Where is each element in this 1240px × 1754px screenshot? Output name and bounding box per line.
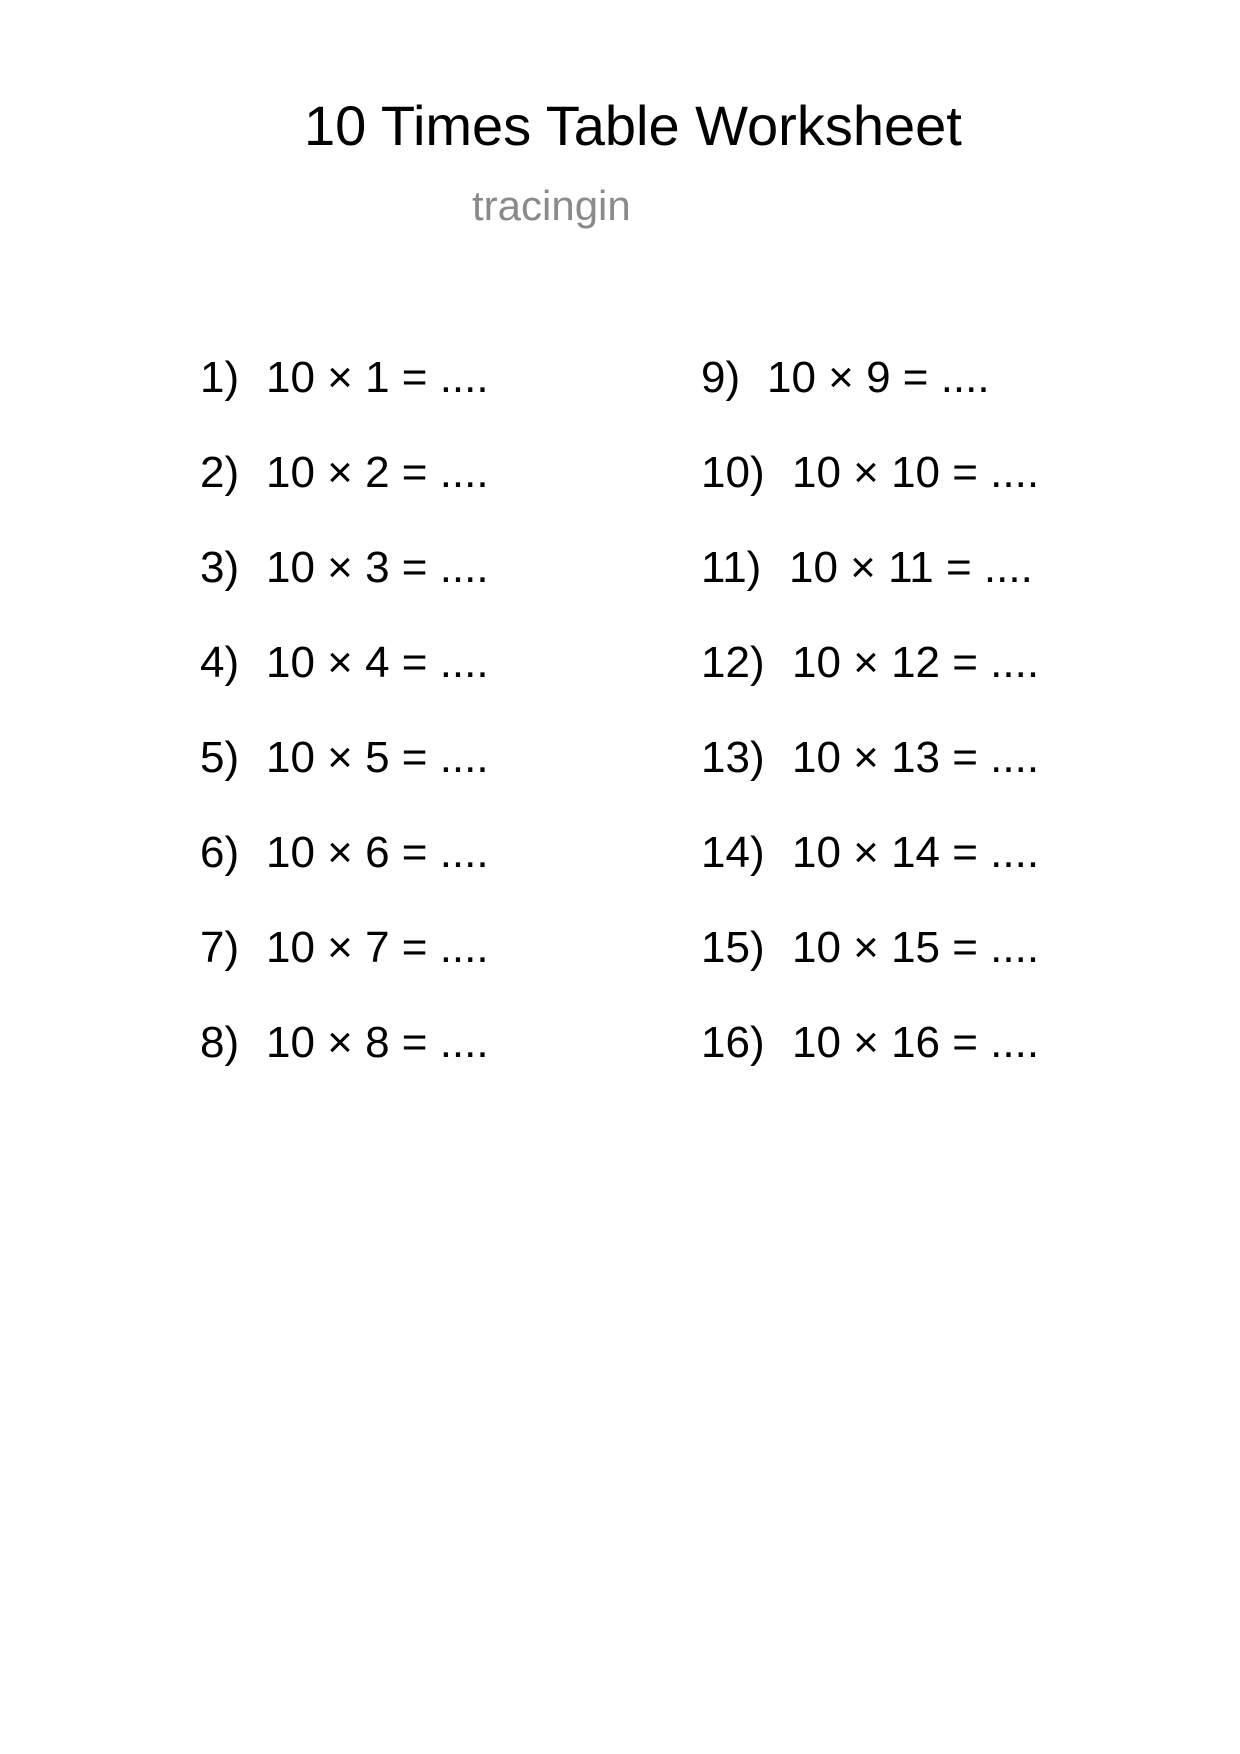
problem-number: 2) [200,448,240,497]
problem-number: 9) [701,353,741,402]
problem-item [200,353,489,402]
problem-number: 7) [200,923,240,972]
problem-number: 4) [200,638,240,687]
problem-expression: 10 × 2 = .... [266,448,489,497]
problem-item [701,733,1040,782]
problem-number: 11) [701,543,762,592]
problem-number: 5) [200,733,240,782]
problem-item [701,1018,1040,1067]
problem-number: 10) [701,448,765,497]
problem-number: 15) [701,923,765,972]
problem-expression: 10 × 16 = .... [792,1018,1040,1067]
problem-number: 8) [200,1018,240,1067]
problem-item [701,923,1040,972]
problem-expression: 10 × 10 = .... [792,448,1040,497]
problem-number: 13) [701,733,765,782]
problem-item [200,448,489,497]
problem-expression: 10 × 3 = .... [266,543,489,592]
problem-expression: 10 × 7 = .... [266,923,489,972]
problem-number: 1) [200,353,240,402]
problem-expression: 10 × 12 = .... [792,638,1040,687]
problem-item [200,733,489,782]
problem-item [200,923,489,972]
problem-expression: 10 × 5 = .... [266,733,489,782]
problem-number: 3) [200,543,240,592]
problem-expression: 10 × 14 = .... [792,828,1040,877]
brand-watermark: tracingin [472,182,631,229]
problem-item [701,353,990,402]
problem-item [200,828,489,877]
problem-item [701,638,1040,687]
problem-item [701,448,1040,497]
problem-item [200,543,489,592]
problem-expression: 10 × 8 = .... [266,1018,489,1067]
problem-item [701,543,1033,592]
problem-number: 6) [200,828,240,877]
problem-expression: 10 × 13 = .... [792,733,1040,782]
problem-expression: 10 × 9 = .... [767,353,990,402]
problem-item [200,638,489,687]
problem-item [200,1018,489,1067]
problem-number: 16) [701,1018,765,1067]
problem-expression: 10 × 4 = .... [266,638,489,687]
worksheet-title: 10 Times Table Worksheet [304,94,962,157]
problem-item [701,828,1040,877]
problem-expression: 10 × 11 = .... [789,543,1033,592]
problem-expression: 10 × 6 = .... [266,828,489,877]
problem-expression: 10 × 15 = .... [792,923,1040,972]
problem-expression: 10 × 1 = .... [266,353,489,402]
problem-number: 12) [701,638,765,687]
problem-number: 14) [701,828,765,877]
